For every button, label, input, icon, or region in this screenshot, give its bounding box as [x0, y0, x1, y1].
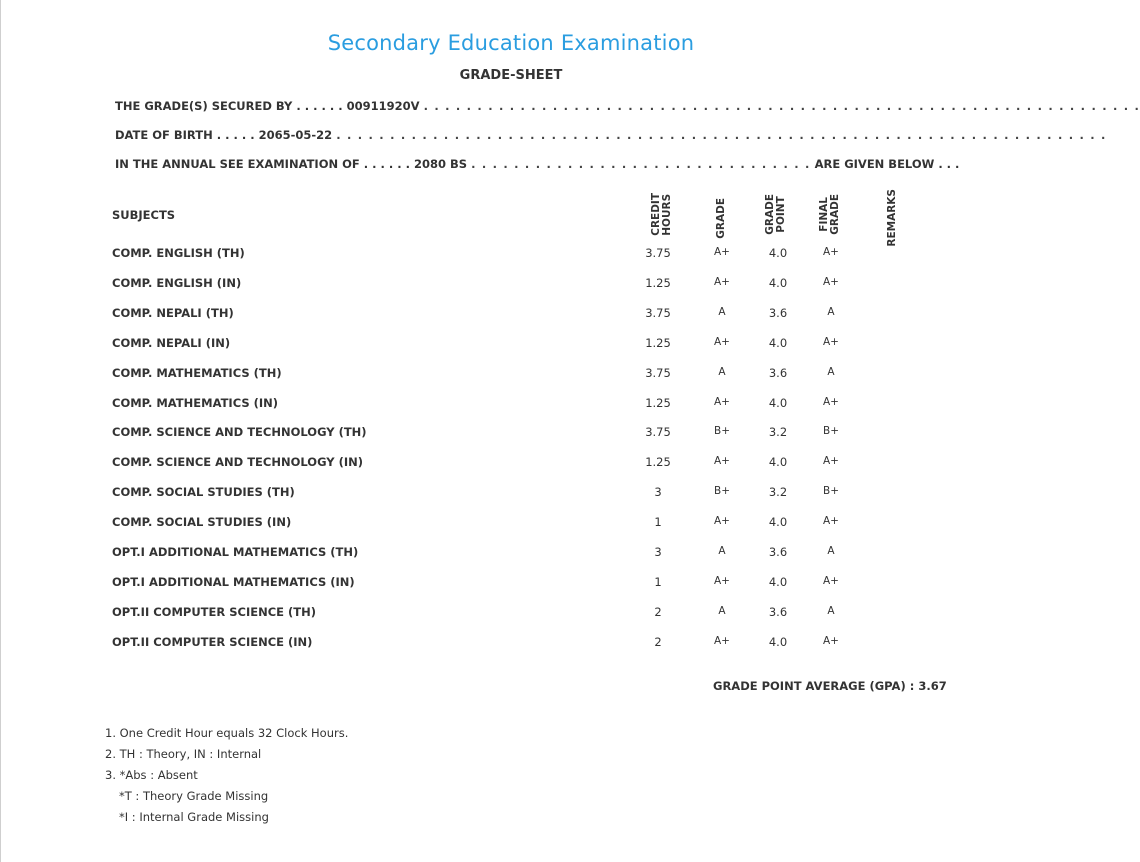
grade-cell: A+: [714, 395, 730, 408]
note-absent: 3. *Abs : Absent: [105, 768, 198, 782]
grade-cell: A+: [714, 574, 730, 587]
table-row: [0, 455, 1011, 471]
credit-hours-cell: 3: [654, 545, 662, 559]
grade-cell: A: [718, 604, 726, 617]
grade-point-cell: 3.6: [768, 545, 788, 559]
subject-cell: COMP. ENGLISH (TH): [112, 246, 245, 260]
table-row: [0, 635, 1011, 651]
final-grade-cell: A: [827, 604, 835, 617]
grade-cell: A+: [714, 246, 730, 258]
grade-cell: B+: [713, 485, 730, 498]
grade-point-cell: 3.2: [768, 485, 788, 500]
credit-hours-cell: 2: [654, 634, 662, 649]
final-grade-cell: A+: [823, 275, 839, 288]
subject-cell: COMP. SOCIAL STUDIES (TH): [112, 485, 295, 500]
table-row: [0, 276, 1011, 292]
secured-by-label: THE GRADE(S) SECURED BY . . . . . .: [115, 99, 343, 113]
note-internal-missing: *I : Internal Grade Missing: [119, 810, 269, 824]
note-theory-missing: *T : Theory Grade Missing: [119, 789, 269, 803]
subject-cell: OPT.I ADDITIONAL MATHEMATICS (TH): [112, 545, 359, 559]
table-row: [0, 485, 1011, 501]
credit-hours-cell: 3.75: [645, 305, 671, 320]
subject-cell: COMP. NEPALI (TH): [112, 305, 234, 320]
note-th-in: 2. TH : Theory, IN : Internal: [105, 747, 262, 761]
credit-hours-cell: 3: [654, 485, 662, 500]
grade-point-cell: 4.0: [768, 515, 788, 530]
grade-cell: A+: [714, 634, 730, 647]
date-of-birth-line: [115, 128, 1107, 142]
credit-hours-cell: 3.75: [645, 425, 671, 440]
subject-cell: OPT.II COMPUTER SCIENCE (TH): [112, 604, 316, 619]
dot-leader: . . . . . . . . . . . . . . . . . . . . . . . . . . . . . . . . . . . . . . . . . . . . . . . . . . . . . . . . . . . . . . . . . . .: [423, 99, 1140, 113]
final-header-line1: FINAL: [818, 197, 830, 232]
grade-point-cell: 3.6: [768, 365, 788, 380]
final-grade-cell: A+: [823, 455, 839, 468]
table-row: [0, 515, 1011, 531]
exam-title: Secondary Education Examination: [327, 31, 695, 55]
grade-point-header: [765, 194, 787, 235]
dot-leader: . . . . . . . . . . . . . . . . . . . . . . . . . . . . . . . . . . . . . . . . . . . . . . . . . . . . . . . . . . . . . . . . . . . . . . . .: [336, 128, 1107, 142]
grade-point-cell: 4.0: [768, 395, 788, 410]
credit-hours-cell: 2: [654, 604, 662, 619]
credit-hours-cell: 3.75: [645, 246, 671, 260]
subject-cell: COMP. MATHEMATICS (TH): [112, 365, 282, 380]
table-row: [0, 246, 1011, 262]
grade-point-cell: 4.0: [768, 335, 788, 350]
final-grade-cell: A: [827, 365, 835, 378]
subject-cell: COMP. NEPALI (IN): [112, 335, 231, 350]
final-grade-cell: A+: [823, 395, 839, 408]
credit-hours-cell: 1.25: [645, 335, 671, 350]
secured-by-line: [115, 99, 1140, 113]
gpa-value: 3.67: [918, 679, 947, 693]
subject-cell: COMP. SCIENCE AND TECHNOLOGY (IN): [112, 455, 363, 470]
final-grade-cell: A+: [823, 634, 839, 647]
grade-point-cell: 4.0: [768, 455, 788, 470]
grade-cell: A: [718, 365, 726, 378]
sheet-title: GRADE-SHEET: [459, 68, 563, 83]
gp-header-line1: GRADE: [764, 194, 776, 235]
grade-point-cell: 3.2: [768, 425, 788, 440]
grade-cell: B+: [713, 425, 730, 438]
final-grade-cell: B+: [822, 485, 839, 498]
subject-cell: COMP. ENGLISH (IN): [112, 275, 242, 290]
symbol-number: 00911920V: [346, 99, 420, 113]
exam-label: IN THE ANNUAL SEE EXAMINATION OF . . . . . .: [115, 157, 410, 171]
footnotes: [105, 726, 348, 831]
remarks-header: REMARKS: [886, 189, 898, 247]
grade-point-cell: 4.0: [768, 574, 788, 589]
gpa-label: GRADE POINT AVERAGE (GPA) :: [713, 679, 915, 693]
credit-header-line2: HOURS: [661, 193, 673, 236]
subject-cell: COMP. MATHEMATICS (IN): [112, 395, 279, 410]
table-row: [0, 575, 1011, 591]
grade-point-cell: 3.6: [768, 604, 788, 619]
final-grade-cell: A: [827, 305, 835, 318]
given-below-text: ARE GIVEN BELOW . . .: [814, 157, 960, 171]
table-row: [0, 396, 1011, 412]
table-row: [0, 366, 1011, 382]
credit-hours-header: [651, 193, 673, 236]
credit-header-line1: CREDIT: [650, 193, 662, 236]
subjects-header: SUBJECTS: [112, 208, 176, 222]
final-grade-cell: A+: [823, 246, 839, 258]
final-grade-header: [819, 194, 841, 235]
grade-cell: A+: [714, 515, 730, 528]
credit-hours-cell: 1.25: [645, 455, 671, 470]
dot-leader: . . . . . . . . . . . . . . . . . . . . . . . . . . . . . . . .: [471, 157, 811, 171]
table-row: [0, 545, 1011, 561]
grade-cell: A+: [714, 275, 730, 288]
credit-hours-cell: 1.25: [645, 395, 671, 410]
subject-cell: COMP. SOCIAL STUDIES (IN): [112, 515, 292, 530]
table-row: [0, 425, 1011, 441]
exam-year: 2080 BS: [413, 157, 468, 171]
table-row: [0, 605, 1011, 621]
grade-cell: A+: [714, 335, 730, 348]
grade-cell: A: [718, 545, 726, 557]
subject-cell: COMP. SCIENCE AND TECHNOLOGY (TH): [112, 425, 367, 440]
credit-hours-cell: 1.25: [645, 275, 671, 290]
dob-value: 2065-05-22: [258, 128, 333, 142]
grade-point-cell: 4.0: [768, 634, 788, 649]
final-grade-cell: A: [827, 545, 835, 557]
subject-cell: OPT.II COMPUTER SCIENCE (IN): [112, 634, 313, 649]
gp-header-line2: POINT: [775, 196, 787, 233]
final-header-line2: GRADE: [829, 194, 841, 235]
final-grade-cell: A+: [823, 574, 839, 587]
grade-point-cell: 4.0: [768, 246, 788, 260]
subject-cell: OPT.I ADDITIONAL MATHEMATICS (IN): [112, 574, 355, 589]
grade-header: GRADE: [715, 198, 727, 239]
grade-point-cell: 4.0: [768, 275, 788, 290]
exam-line: [115, 157, 960, 171]
final-grade-cell: B+: [822, 425, 839, 438]
note-credit-hour: 1. One Credit Hour equals 32 Clock Hours.: [105, 726, 349, 740]
credit-hours-cell: 1: [654, 515, 662, 530]
table-row: [0, 336, 1011, 352]
dob-label: DATE OF BIRTH . . . . .: [115, 128, 255, 142]
credit-hours-cell: 3.75: [645, 365, 671, 380]
grade-point-cell: 3.6: [768, 305, 788, 320]
final-grade-cell: A+: [823, 335, 839, 348]
credit-hours-cell: 1: [654, 574, 662, 589]
grade-cell: A: [718, 305, 726, 318]
gpa-line: [713, 679, 947, 693]
grade-cell: A+: [714, 455, 730, 468]
table-row: [0, 306, 1011, 322]
final-grade-cell: A+: [823, 515, 839, 528]
